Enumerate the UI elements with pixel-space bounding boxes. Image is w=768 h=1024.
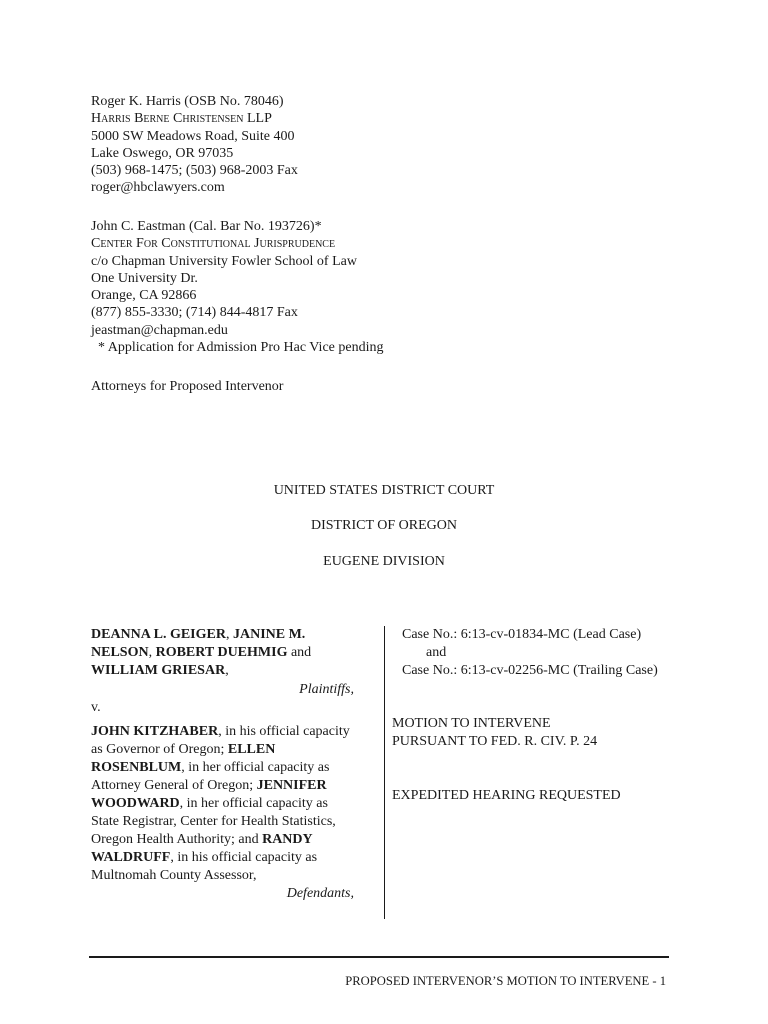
case-number-lead: Case No.: 6:13-cv-01834-MC (Lead Case) [402, 627, 642, 642]
email-line: roger@hbclawyers.com [91, 180, 225, 196]
attorneys-for-line: Attorneys for Proposed Intervenor [91, 379, 284, 394]
defendants-label: Defendants, [286, 886, 354, 901]
plaintiff-name: DEANNA L. GEIGER [91, 627, 226, 642]
case-number-trailing: Case No.: 6:13-cv-02256-MC (Trailing Case) [402, 663, 658, 678]
plaintiff-name: JANINE M. NELSON [91, 627, 306, 660]
firm-name: Harris Berne Christensen LLP [91, 111, 272, 127]
footer-rule [89, 956, 669, 958]
caption-divider [384, 626, 385, 919]
defendant-name: RANDY WALDRUFF [91, 832, 313, 865]
defendant-description: , in her official capacity as Attorney General of Oregon; [91, 760, 330, 793]
defendant-name: JENNIFER WOODWARD [91, 778, 327, 811]
case-info [392, 626, 722, 680]
attorney-block-eastman [91, 218, 383, 356]
caption-parties [91, 626, 356, 903]
page-footer: PROPOSED INTERVENOR’S MOTION TO INTERVENE - 1 [345, 974, 666, 988]
phone-line: (503) 968-1475; (503) 968-2003 Fax [91, 163, 298, 179]
motion-title-line: MOTION TO INTERVENE [392, 716, 551, 731]
plaintiff-name: WILLIAM GRIESAR [91, 663, 226, 678]
conjunction: and [287, 645, 312, 660]
court-division: EUGENE DIVISION [323, 554, 445, 569]
separator: , [148, 645, 156, 660]
plaintiffs-names [91, 626, 356, 680]
phone-line: (877) 855-3330; (714) 844-4817 Fax [91, 305, 298, 321]
attorney-name: John C. Eastman (Cal. Bar No. 193726)* [91, 219, 322, 234]
defendant-description: , in her official capacity as State Registrar, Center for Health Statistics, Oregon Health Authority; and [91, 796, 336, 847]
city-line: Lake Oswego, OR 97035 [91, 145, 234, 161]
defendants-names [91, 723, 356, 885]
court-name: UNITED STATES DISTRICT COURT [273, 483, 495, 498]
attorney-block-harris [91, 93, 298, 197]
firm-name: Center For Constitutional Jurisprudence [91, 236, 336, 252]
motion-title [392, 715, 722, 751]
email-line: jeastman@chapman.edu [91, 322, 228, 338]
expedited-hearing: EXPEDITED HEARING REQUESTED [392, 788, 621, 803]
plaintiff-name: ROBERT DUEHMIG [155, 645, 288, 660]
defendant-name: ELLEN ROSENBLUM [91, 742, 276, 775]
separator: , [225, 627, 233, 642]
court-district: DISTRICT OF OREGON [311, 518, 457, 533]
case-and: and [426, 645, 447, 660]
motion-title-line: PURSUANT TO FED. R. CIV. P. 24 [392, 734, 598, 749]
plaintiffs-label: Plaintiffs, [299, 682, 354, 697]
affiliation-line: c/o Chapman University Fowler School of Law [91, 253, 357, 269]
defendant-description: , in his official capacity as Multnomah County Assessor, [91, 850, 318, 883]
separator: , [225, 663, 229, 678]
address-line: One University Dr. [91, 270, 198, 286]
defendant-name: JOHN KITZHABER [91, 724, 219, 739]
defendant-description: , in his official capacity as Governor of Oregon; [91, 724, 350, 757]
attorney-name: Roger K. Harris (OSB No. 78046) [91, 94, 284, 109]
city-line: Orange, CA 92866 [91, 288, 197, 304]
pro-hac-vice-note: * Application for Admission Pro Hac Vice pending [91, 340, 384, 356]
address-line: 5000 SW Meadows Road, Suite 400 [91, 128, 295, 144]
versus-label: v. [91, 700, 101, 715]
